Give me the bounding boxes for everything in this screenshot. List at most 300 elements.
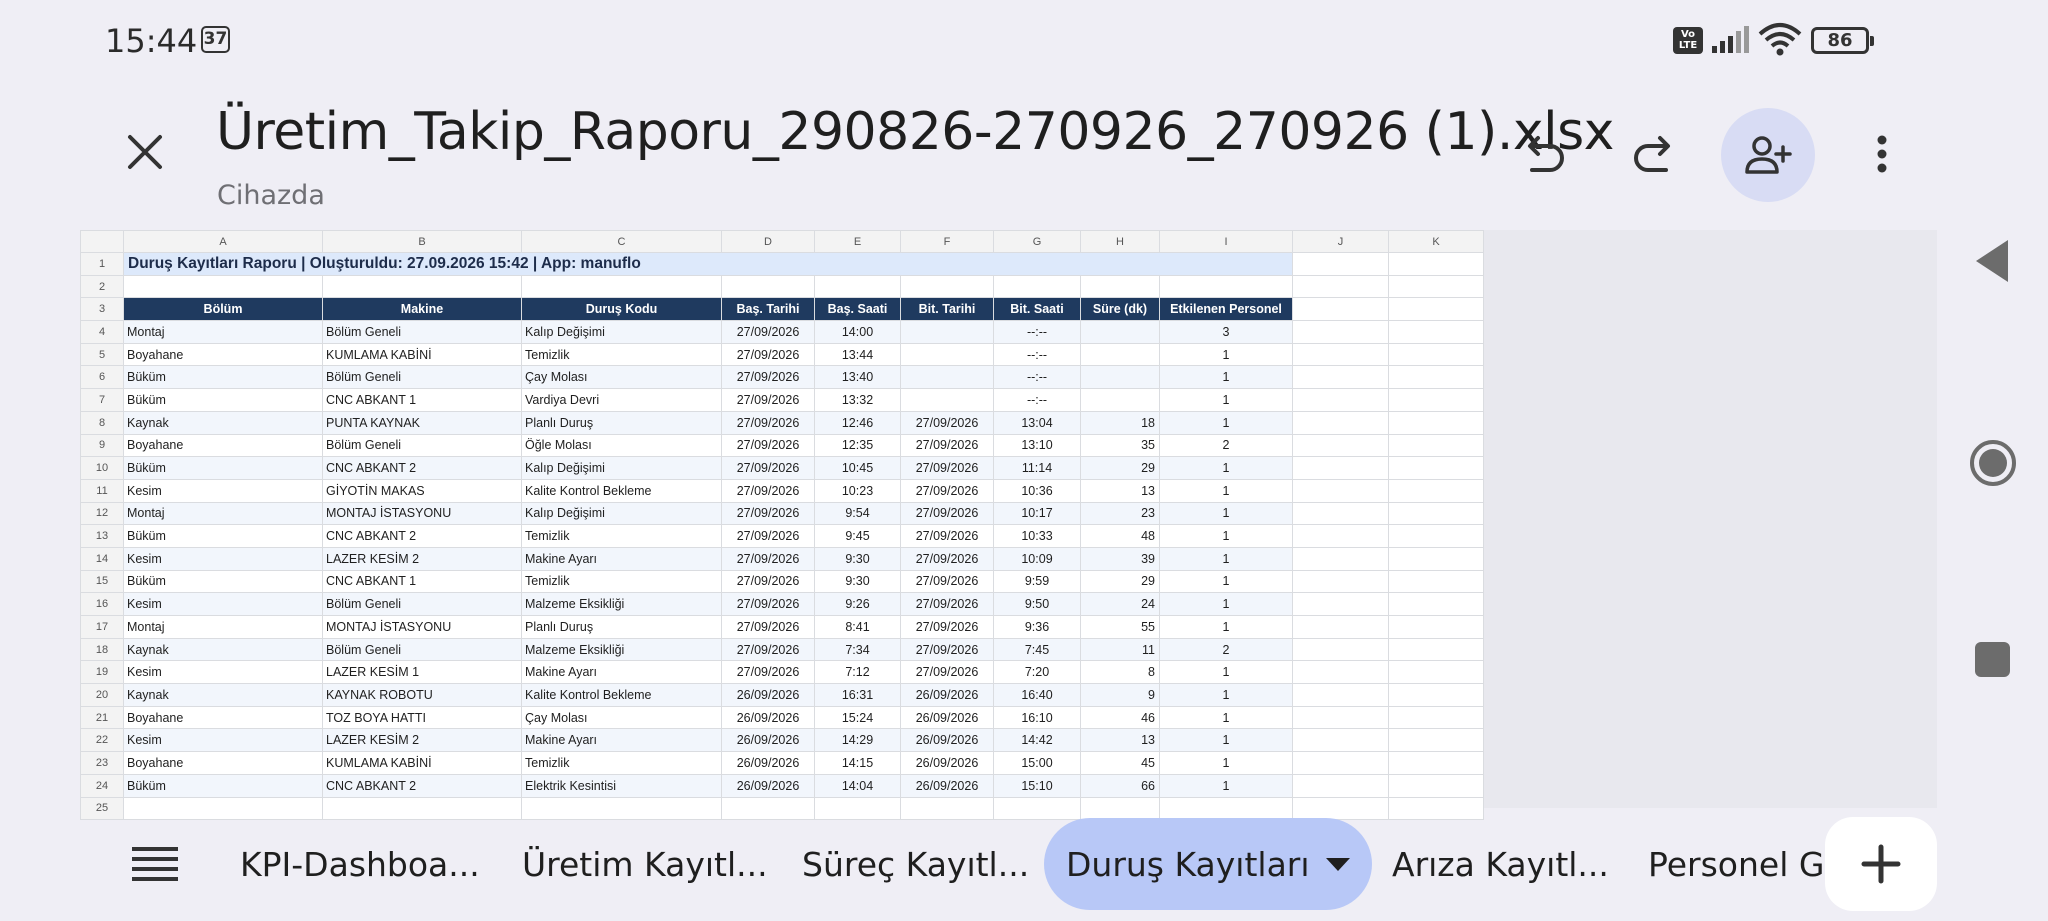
column-header[interactable]: H bbox=[1081, 231, 1160, 253]
data-cell[interactable]: 27/09/2026 bbox=[722, 434, 815, 457]
data-cell[interactable] bbox=[1081, 321, 1160, 344]
row-number[interactable]: 12 bbox=[81, 502, 124, 525]
data-cell[interactable]: 9:30 bbox=[815, 570, 901, 593]
cell[interactable] bbox=[1081, 275, 1160, 298]
data-cell[interactable]: Bölüm Geneli bbox=[323, 366, 522, 389]
cell[interactable] bbox=[1293, 661, 1389, 684]
data-cell[interactable] bbox=[1081, 366, 1160, 389]
cell[interactable] bbox=[1293, 366, 1389, 389]
row-number[interactable]: 17 bbox=[81, 616, 124, 639]
data-cell[interactable]: Kesim bbox=[124, 479, 323, 502]
data-cell[interactable]: 45 bbox=[1081, 752, 1160, 775]
cell[interactable] bbox=[1293, 411, 1389, 434]
data-cell[interactable]: 26/09/2026 bbox=[722, 729, 815, 752]
column-header[interactable]: E bbox=[815, 231, 901, 253]
data-cell[interactable]: 27/09/2026 bbox=[722, 502, 815, 525]
data-cell[interactable]: Çay Molası bbox=[522, 706, 722, 729]
cell[interactable] bbox=[1389, 616, 1484, 639]
data-cell[interactable]: 10:09 bbox=[994, 547, 1081, 570]
header-cell[interactable]: Süre (dk) bbox=[1081, 298, 1160, 321]
data-cell[interactable]: KUMLAMA KABİNİ bbox=[323, 343, 522, 366]
data-cell[interactable]: 27/09/2026 bbox=[901, 525, 994, 548]
data-cell[interactable]: 27/09/2026 bbox=[722, 321, 815, 344]
data-cell[interactable]: 7:45 bbox=[994, 638, 1081, 661]
data-cell[interactable]: CNC ABKANT 2 bbox=[323, 525, 522, 548]
data-cell[interactable]: 15:00 bbox=[994, 752, 1081, 775]
data-cell[interactable]: 27/09/2026 bbox=[901, 502, 994, 525]
cell[interactable] bbox=[1293, 479, 1389, 502]
cell[interactable] bbox=[1293, 706, 1389, 729]
data-cell[interactable]: 9 bbox=[1081, 684, 1160, 707]
data-cell[interactable]: Kaynak bbox=[124, 411, 323, 434]
data-cell[interactable]: Büküm bbox=[124, 457, 323, 480]
data-cell[interactable]: Büküm bbox=[124, 570, 323, 593]
report-title-cell[interactable]: Duruş Kayıtları Raporu | Oluşturuldu: 27.09.2026 15:42 | App: manuflo bbox=[124, 253, 1293, 276]
data-cell[interactable]: 13:32 bbox=[815, 389, 901, 412]
cell[interactable] bbox=[1389, 343, 1484, 366]
cell[interactable] bbox=[1293, 570, 1389, 593]
data-cell[interactable]: Temizlik bbox=[522, 570, 722, 593]
row-number[interactable]: 15 bbox=[81, 570, 124, 593]
data-cell[interactable]: LAZER KESİM 2 bbox=[323, 547, 522, 570]
data-cell[interactable] bbox=[901, 321, 994, 344]
data-cell[interactable]: 18 bbox=[1081, 411, 1160, 434]
data-cell[interactable]: Vardiya Devri bbox=[522, 389, 722, 412]
data-cell[interactable]: Büküm bbox=[124, 525, 323, 548]
cell[interactable] bbox=[1293, 502, 1389, 525]
cell[interactable] bbox=[1293, 321, 1389, 344]
data-cell[interactable]: 1 bbox=[1160, 366, 1293, 389]
cell[interactable] bbox=[1389, 411, 1484, 434]
column-header[interactable]: F bbox=[901, 231, 994, 253]
cell[interactable] bbox=[1293, 752, 1389, 775]
cell[interactable] bbox=[1160, 275, 1293, 298]
data-cell[interactable]: 27/09/2026 bbox=[901, 616, 994, 639]
data-cell[interactable]: 2 bbox=[1160, 434, 1293, 457]
data-cell[interactable]: 10:17 bbox=[994, 502, 1081, 525]
row-number[interactable]: 22 bbox=[81, 729, 124, 752]
data-cell[interactable]: Bölüm Geneli bbox=[323, 434, 522, 457]
row-number[interactable]: 14 bbox=[81, 547, 124, 570]
cell[interactable] bbox=[124, 275, 323, 298]
data-cell[interactable]: Kesim bbox=[124, 661, 323, 684]
data-cell[interactable]: 16:10 bbox=[994, 706, 1081, 729]
cell[interactable] bbox=[522, 275, 722, 298]
cell[interactable] bbox=[1293, 684, 1389, 707]
data-cell[interactable]: 24 bbox=[1081, 593, 1160, 616]
data-cell[interactable]: 27/09/2026 bbox=[901, 638, 994, 661]
data-cell[interactable]: 27/09/2026 bbox=[901, 593, 994, 616]
cell[interactable] bbox=[1293, 525, 1389, 548]
column-header[interactable]: K bbox=[1389, 231, 1484, 253]
data-cell[interactable]: --:-- bbox=[994, 389, 1081, 412]
cell[interactable] bbox=[901, 275, 994, 298]
data-cell[interactable]: 26/09/2026 bbox=[722, 774, 815, 797]
cell[interactable] bbox=[1389, 389, 1484, 412]
cell[interactable] bbox=[1293, 389, 1389, 412]
data-cell[interactable]: 26/09/2026 bbox=[901, 684, 994, 707]
cell[interactable] bbox=[1389, 706, 1484, 729]
cell[interactable] bbox=[1389, 502, 1484, 525]
tab-surec-kayitlari[interactable]: Süreç Kayıtl... bbox=[802, 844, 1030, 884]
header-cell[interactable]: Bit. Saati bbox=[994, 298, 1081, 321]
data-cell[interactable]: 1 bbox=[1160, 752, 1293, 775]
data-cell[interactable]: CNC ABKANT 2 bbox=[323, 774, 522, 797]
data-cell[interactable]: 27/09/2026 bbox=[722, 457, 815, 480]
cell[interactable] bbox=[1293, 616, 1389, 639]
data-cell[interactable]: Montaj bbox=[124, 502, 323, 525]
select-all-corner[interactable] bbox=[81, 231, 124, 253]
cell[interactable] bbox=[1293, 434, 1389, 457]
data-cell[interactable]: Büküm bbox=[124, 774, 323, 797]
data-cell[interactable]: CNC ABKANT 2 bbox=[323, 457, 522, 480]
data-cell[interactable]: 27/09/2026 bbox=[722, 593, 815, 616]
data-cell[interactable] bbox=[1081, 389, 1160, 412]
row-number[interactable]: 16 bbox=[81, 593, 124, 616]
cell[interactable] bbox=[1389, 321, 1484, 344]
column-header[interactable]: A bbox=[124, 231, 323, 253]
data-cell[interactable]: 14:15 bbox=[815, 752, 901, 775]
cell[interactable] bbox=[1389, 366, 1484, 389]
data-cell[interactable]: 26/09/2026 bbox=[722, 706, 815, 729]
data-cell[interactable]: 27/09/2026 bbox=[722, 366, 815, 389]
data-cell[interactable]: 29 bbox=[1081, 570, 1160, 593]
data-cell[interactable]: KAYNAK ROBOTU bbox=[323, 684, 522, 707]
data-cell[interactable]: Temizlik bbox=[522, 343, 722, 366]
cell[interactable] bbox=[1389, 547, 1484, 570]
data-cell[interactable]: 27/09/2026 bbox=[722, 343, 815, 366]
data-cell[interactable]: KUMLAMA KABİNİ bbox=[323, 752, 522, 775]
data-cell[interactable]: 1 bbox=[1160, 706, 1293, 729]
add-sheet-button[interactable] bbox=[1825, 817, 1937, 911]
data-cell[interactable]: 1 bbox=[1160, 547, 1293, 570]
data-cell[interactable]: Bölüm Geneli bbox=[323, 638, 522, 661]
cell[interactable] bbox=[323, 275, 522, 298]
row-number[interactable]: 4 bbox=[81, 321, 124, 344]
data-cell[interactable]: Makine Ayarı bbox=[522, 547, 722, 570]
data-cell[interactable]: 27/09/2026 bbox=[901, 434, 994, 457]
back-nav-icon[interactable] bbox=[1974, 238, 2010, 284]
data-cell[interactable]: --:-- bbox=[994, 343, 1081, 366]
cell[interactable] bbox=[1389, 729, 1484, 752]
data-cell[interactable]: Malzeme Eksikliği bbox=[522, 638, 722, 661]
data-cell[interactable]: Boyahane bbox=[124, 343, 323, 366]
tab-personel[interactable]: Personel G bbox=[1648, 844, 1825, 884]
data-cell[interactable]: Planlı Duruş bbox=[522, 616, 722, 639]
data-cell[interactable]: 7:12 bbox=[815, 661, 901, 684]
data-cell[interactable]: 15:10 bbox=[994, 774, 1081, 797]
header-cell[interactable]: Bölüm bbox=[124, 298, 323, 321]
data-cell[interactable]: Montaj bbox=[124, 616, 323, 639]
cell[interactable] bbox=[1389, 479, 1484, 502]
data-cell[interactable]: Montaj bbox=[124, 321, 323, 344]
data-cell[interactable]: 10:23 bbox=[815, 479, 901, 502]
cell[interactable] bbox=[1293, 298, 1389, 321]
data-cell[interactable]: 15:24 bbox=[815, 706, 901, 729]
data-cell[interactable]: 11:14 bbox=[994, 457, 1081, 480]
data-cell[interactable]: Makine Ayarı bbox=[522, 729, 722, 752]
data-cell[interactable]: Kesim bbox=[124, 729, 323, 752]
data-cell[interactable]: Büküm bbox=[124, 389, 323, 412]
data-cell[interactable]: 9:45 bbox=[815, 525, 901, 548]
cell[interactable] bbox=[1389, 298, 1484, 321]
data-cell[interactable]: 27/09/2026 bbox=[722, 525, 815, 548]
data-cell[interactable]: 35 bbox=[1081, 434, 1160, 457]
row-number[interactable]: 24 bbox=[81, 774, 124, 797]
cell[interactable] bbox=[1389, 661, 1484, 684]
data-cell[interactable]: 10:45 bbox=[815, 457, 901, 480]
data-cell[interactable]: 26/09/2026 bbox=[901, 706, 994, 729]
data-cell[interactable]: 9:30 bbox=[815, 547, 901, 570]
data-cell[interactable]: LAZER KESİM 1 bbox=[323, 661, 522, 684]
data-cell[interactable]: Kalite Kontrol Bekleme bbox=[522, 479, 722, 502]
close-button[interactable] bbox=[118, 125, 172, 179]
data-cell[interactable]: Temizlik bbox=[522, 525, 722, 548]
row-number[interactable]: 18 bbox=[81, 638, 124, 661]
header-cell[interactable]: Bit. Tarihi bbox=[901, 298, 994, 321]
cell[interactable] bbox=[1293, 638, 1389, 661]
home-nav-icon[interactable] bbox=[1968, 438, 2018, 488]
data-cell[interactable]: 1 bbox=[1160, 661, 1293, 684]
data-cell[interactable]: 27/09/2026 bbox=[722, 616, 815, 639]
data-cell[interactable]: 26/09/2026 bbox=[722, 684, 815, 707]
data-cell[interactable]: 1 bbox=[1160, 684, 1293, 707]
data-cell[interactable]: LAZER KESİM 2 bbox=[323, 729, 522, 752]
data-cell[interactable]: 27/09/2026 bbox=[722, 479, 815, 502]
row-number[interactable]: 19 bbox=[81, 661, 124, 684]
data-cell[interactable]: 13 bbox=[1081, 729, 1160, 752]
data-cell[interactable]: 1 bbox=[1160, 525, 1293, 548]
data-cell[interactable]: 46 bbox=[1081, 706, 1160, 729]
row-number[interactable]: 2 bbox=[81, 275, 124, 298]
cell[interactable] bbox=[815, 275, 901, 298]
data-cell[interactable]: Kesim bbox=[124, 593, 323, 616]
data-cell[interactable]: 27/09/2026 bbox=[722, 389, 815, 412]
data-cell[interactable]: 55 bbox=[1081, 616, 1160, 639]
data-cell[interactable]: Kaynak bbox=[124, 638, 323, 661]
column-header[interactable]: C bbox=[522, 231, 722, 253]
data-cell[interactable]: 9:54 bbox=[815, 502, 901, 525]
data-cell[interactable]: 13:40 bbox=[815, 366, 901, 389]
recent-apps-icon[interactable] bbox=[1975, 642, 2010, 677]
row-number[interactable]: 20 bbox=[81, 684, 124, 707]
row-number[interactable]: 6 bbox=[81, 366, 124, 389]
data-cell[interactable]: --:-- bbox=[994, 366, 1081, 389]
data-cell[interactable]: 10:36 bbox=[994, 479, 1081, 502]
column-header[interactable]: J bbox=[1293, 231, 1389, 253]
data-cell[interactable]: 9:36 bbox=[994, 616, 1081, 639]
data-cell[interactable]: 39 bbox=[1081, 547, 1160, 570]
data-cell[interactable]: Boyahane bbox=[124, 434, 323, 457]
column-header[interactable]: I bbox=[1160, 231, 1293, 253]
share-button[interactable] bbox=[1721, 108, 1815, 202]
undo-button[interactable] bbox=[1518, 128, 1570, 180]
data-cell[interactable] bbox=[901, 389, 994, 412]
row-number[interactable]: 13 bbox=[81, 525, 124, 548]
data-cell[interactable]: 48 bbox=[1081, 525, 1160, 548]
data-cell[interactable]: 1 bbox=[1160, 774, 1293, 797]
data-cell[interactable] bbox=[901, 366, 994, 389]
row-number[interactable]: 5 bbox=[81, 343, 124, 366]
cell[interactable] bbox=[1389, 570, 1484, 593]
cell[interactable] bbox=[1293, 343, 1389, 366]
data-cell[interactable]: Bölüm Geneli bbox=[323, 593, 522, 616]
data-cell[interactable]: Planlı Duruş bbox=[522, 411, 722, 434]
data-cell[interactable]: 27/09/2026 bbox=[901, 411, 994, 434]
data-cell[interactable]: 13:10 bbox=[994, 434, 1081, 457]
data-cell[interactable]: Kalıp Değişimi bbox=[522, 321, 722, 344]
data-cell[interactable]: Kalıp Değişimi bbox=[522, 502, 722, 525]
data-cell[interactable]: 10:33 bbox=[994, 525, 1081, 548]
header-cell[interactable]: Makine bbox=[323, 298, 522, 321]
data-cell[interactable]: TOZ BOYA HATTI bbox=[323, 706, 522, 729]
column-header[interactable]: G bbox=[994, 231, 1081, 253]
data-cell[interactable]: 27/09/2026 bbox=[722, 661, 815, 684]
data-cell[interactable]: 27/09/2026 bbox=[901, 457, 994, 480]
menu-icon[interactable] bbox=[132, 845, 178, 885]
row-number[interactable]: 21 bbox=[81, 706, 124, 729]
data-cell[interactable]: Malzeme Eksikliği bbox=[522, 593, 722, 616]
data-cell[interactable]: 9:26 bbox=[815, 593, 901, 616]
row-number[interactable]: 10 bbox=[81, 457, 124, 480]
data-cell[interactable]: 11 bbox=[1081, 638, 1160, 661]
data-cell[interactable]: 7:34 bbox=[815, 638, 901, 661]
cell[interactable] bbox=[1389, 253, 1484, 276]
data-cell[interactable]: 27/09/2026 bbox=[722, 547, 815, 570]
redo-button[interactable] bbox=[1628, 128, 1680, 180]
header-cell[interactable]: Baş. Saati bbox=[815, 298, 901, 321]
row-number[interactable]: 8 bbox=[81, 411, 124, 434]
data-cell[interactable]: 2 bbox=[1160, 638, 1293, 661]
data-cell[interactable]: 23 bbox=[1081, 502, 1160, 525]
data-cell[interactable]: 66 bbox=[1081, 774, 1160, 797]
cell[interactable] bbox=[1389, 752, 1484, 775]
data-cell[interactable]: 27/09/2026 bbox=[901, 547, 994, 570]
cell[interactable] bbox=[722, 275, 815, 298]
data-cell[interactable]: 14:00 bbox=[815, 321, 901, 344]
data-cell[interactable]: Temizlik bbox=[522, 752, 722, 775]
data-cell[interactable]: 16:31 bbox=[815, 684, 901, 707]
data-cell[interactable]: Boyahane bbox=[124, 706, 323, 729]
data-cell[interactable]: Bölüm Geneli bbox=[323, 321, 522, 344]
cell[interactable] bbox=[1389, 525, 1484, 548]
cell[interactable] bbox=[1389, 774, 1484, 797]
data-cell[interactable]: 26/09/2026 bbox=[901, 752, 994, 775]
more-options-button[interactable] bbox=[1862, 128, 1902, 180]
row-number[interactable]: 3 bbox=[81, 298, 124, 321]
data-cell[interactable]: 8 bbox=[1081, 661, 1160, 684]
data-cell[interactable] bbox=[901, 343, 994, 366]
data-cell[interactable]: --:-- bbox=[994, 321, 1081, 344]
column-header[interactable]: D bbox=[722, 231, 815, 253]
data-cell[interactable]: Makine Ayarı bbox=[522, 661, 722, 684]
data-cell[interactable]: 13:44 bbox=[815, 343, 901, 366]
data-cell[interactable]: 1 bbox=[1160, 502, 1293, 525]
data-cell[interactable]: 3 bbox=[1160, 321, 1293, 344]
data-cell[interactable]: CNC ABKANT 1 bbox=[323, 389, 522, 412]
data-cell[interactable] bbox=[1081, 343, 1160, 366]
data-cell[interactable]: 9:50 bbox=[994, 593, 1081, 616]
data-cell[interactable]: 26/09/2026 bbox=[901, 729, 994, 752]
data-cell[interactable]: 16:40 bbox=[994, 684, 1081, 707]
data-cell[interactable]: 27/09/2026 bbox=[722, 411, 815, 434]
cell[interactable] bbox=[1293, 547, 1389, 570]
data-cell[interactable]: 26/09/2026 bbox=[722, 752, 815, 775]
data-cell[interactable]: Kalıp Değişimi bbox=[522, 457, 722, 480]
data-cell[interactable]: 27/09/2026 bbox=[722, 638, 815, 661]
row-number[interactable]: 23 bbox=[81, 752, 124, 775]
cell[interactable] bbox=[1389, 593, 1484, 616]
cell[interactable] bbox=[1293, 457, 1389, 480]
cell[interactable] bbox=[994, 275, 1081, 298]
data-cell[interactable]: 1 bbox=[1160, 389, 1293, 412]
cell[interactable] bbox=[1389, 457, 1484, 480]
header-cell[interactable]: Etkilenen Personel bbox=[1160, 298, 1293, 321]
data-cell[interactable]: MONTAJ İSTASYONU bbox=[323, 616, 522, 639]
row-number[interactable]: 1 bbox=[81, 253, 124, 276]
cell[interactable] bbox=[1389, 434, 1484, 457]
row-number[interactable]: 9 bbox=[81, 434, 124, 457]
data-cell[interactable]: 1 bbox=[1160, 457, 1293, 480]
cell[interactable] bbox=[1293, 593, 1389, 616]
tab-ariza-kayitlari[interactable]: Arıza Kayıtl... bbox=[1392, 844, 1609, 884]
cell[interactable] bbox=[1389, 684, 1484, 707]
cell[interactable] bbox=[1293, 729, 1389, 752]
data-cell[interactable]: 1 bbox=[1160, 343, 1293, 366]
cell[interactable] bbox=[1293, 253, 1389, 276]
header-cell[interactable]: Baş. Tarihi bbox=[722, 298, 815, 321]
data-cell[interactable]: PUNTA KAYNAK bbox=[323, 411, 522, 434]
data-cell[interactable]: 27/09/2026 bbox=[722, 570, 815, 593]
row-number[interactable]: 11 bbox=[81, 479, 124, 502]
data-cell[interactable]: 7:20 bbox=[994, 661, 1081, 684]
data-cell[interactable]: 27/09/2026 bbox=[901, 661, 994, 684]
cell[interactable] bbox=[1293, 774, 1389, 797]
header-cell[interactable]: Duruş Kodu bbox=[522, 298, 722, 321]
chevron-down-icon[interactable] bbox=[1326, 858, 1350, 871]
data-cell[interactable]: 12:35 bbox=[815, 434, 901, 457]
column-header[interactable]: B bbox=[323, 231, 522, 253]
spreadsheet-grid[interactable] bbox=[80, 230, 1937, 815]
data-cell[interactable]: Büküm bbox=[124, 366, 323, 389]
data-cell[interactable]: GİYOTİN MAKAS bbox=[323, 479, 522, 502]
data-cell[interactable]: Çay Molası bbox=[522, 366, 722, 389]
data-cell[interactable]: 1 bbox=[1160, 616, 1293, 639]
cell[interactable] bbox=[1389, 275, 1484, 298]
data-cell[interactable]: 1 bbox=[1160, 729, 1293, 752]
tab-kpi-dashboard[interactable]: KPI-Dashboa... bbox=[240, 844, 480, 884]
data-cell[interactable]: 29 bbox=[1081, 457, 1160, 480]
data-cell[interactable]: 26/09/2026 bbox=[901, 774, 994, 797]
data-cell[interactable]: 27/09/2026 bbox=[901, 570, 994, 593]
row-number[interactable]: 25 bbox=[81, 797, 124, 820]
data-cell[interactable]: Kalite Kontrol Bekleme bbox=[522, 684, 722, 707]
sheet-table[interactable] bbox=[80, 230, 1484, 820]
data-cell[interactable]: 1 bbox=[1160, 593, 1293, 616]
data-cell[interactable]: 13 bbox=[1081, 479, 1160, 502]
data-cell[interactable]: 14:29 bbox=[815, 729, 901, 752]
data-cell[interactable]: Elektrik Kesintisi bbox=[522, 774, 722, 797]
data-cell[interactable]: Öğle Molası bbox=[522, 434, 722, 457]
row-number[interactable]: 7 bbox=[81, 389, 124, 412]
data-cell[interactable]: Kaynak bbox=[124, 684, 323, 707]
data-cell[interactable]: Kesim bbox=[124, 547, 323, 570]
data-cell[interactable]: 1 bbox=[1160, 570, 1293, 593]
cell[interactable] bbox=[1389, 638, 1484, 661]
data-cell[interactable]: 14:42 bbox=[994, 729, 1081, 752]
data-cell[interactable]: MONTAJ İSTASYONU bbox=[323, 502, 522, 525]
data-cell[interactable]: 27/09/2026 bbox=[901, 479, 994, 502]
